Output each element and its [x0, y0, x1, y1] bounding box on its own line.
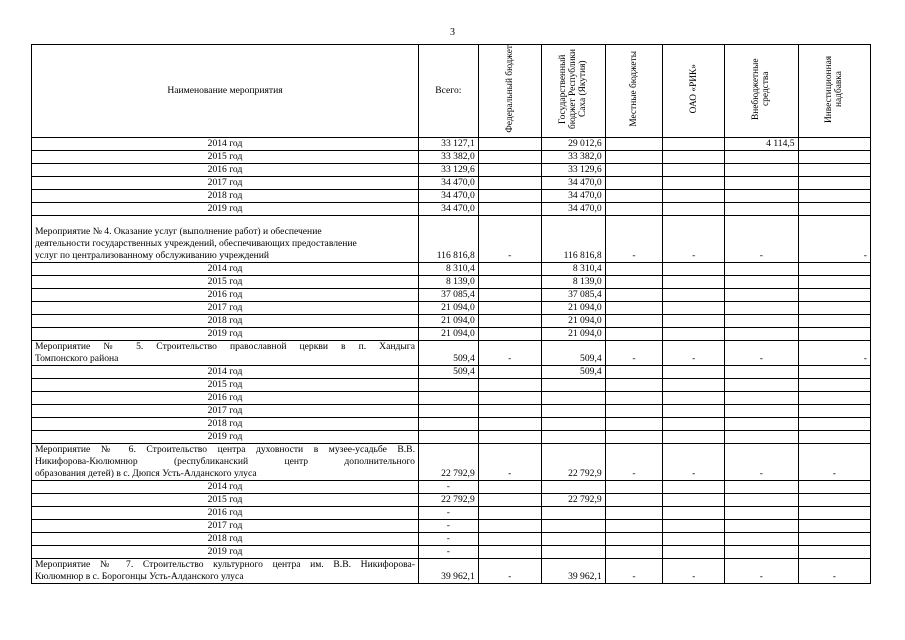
invest-cell — [798, 481, 870, 494]
federal-cell — [478, 379, 541, 392]
extrabudget-cell — [725, 366, 798, 379]
extrabudget-cell — [725, 546, 798, 559]
total-cell: 8 310,4 — [418, 263, 478, 276]
header-row — [32, 45, 871, 138]
header-oao: ОАО «РИК» — [663, 45, 725, 138]
state-cell: 34 470,0 — [541, 203, 605, 216]
federal-cell — [478, 177, 541, 190]
oao-cell — [663, 177, 725, 190]
local-cell — [605, 418, 663, 431]
extrabudget-cell — [725, 315, 798, 328]
header-extrabudget: Внебюджетные средства — [725, 45, 798, 138]
invest-cell — [798, 203, 870, 216]
state-cell: 8 139,0 — [541, 276, 605, 289]
table-row — [32, 276, 871, 289]
state-cell — [541, 405, 605, 418]
table-row — [32, 520, 871, 533]
total-cell: 21 094,0 — [418, 315, 478, 328]
state-cell — [541, 392, 605, 405]
table-row — [32, 431, 871, 444]
federal-cell — [478, 138, 541, 151]
year-cell: 2017 год — [32, 405, 419, 418]
invest-cell — [798, 431, 870, 444]
invest-cell — [798, 276, 870, 289]
invest-cell: - — [798, 444, 870, 481]
local-cell — [605, 328, 663, 341]
local-cell — [605, 494, 663, 507]
header-local: Местные бюджеты — [605, 45, 663, 138]
table-row — [32, 138, 871, 151]
local-cell — [605, 263, 663, 276]
invest-cell — [798, 164, 870, 177]
federal-cell — [478, 431, 541, 444]
year-cell: 2014 год — [32, 138, 419, 151]
table-row — [32, 302, 871, 315]
year-cell: 2015 год — [32, 276, 419, 289]
header-invest: Инвестиционная надбавка — [798, 45, 870, 138]
federal-cell — [478, 366, 541, 379]
state-cell: 33 129,6 — [541, 164, 605, 177]
invest-cell — [798, 546, 870, 559]
year-cell: 2016 год — [32, 392, 419, 405]
extrabudget-cell — [725, 328, 798, 341]
extrabudget-cell: - — [725, 559, 798, 584]
total-cell: - — [418, 520, 478, 533]
invest-cell — [798, 418, 870, 431]
federal-cell: - — [478, 559, 541, 584]
state-cell: 21 094,0 — [541, 302, 605, 315]
federal-cell — [478, 520, 541, 533]
measure-row — [32, 559, 871, 584]
invest-cell — [798, 263, 870, 276]
table-row — [32, 190, 871, 203]
table-row — [32, 507, 871, 520]
measure-4-description: Мероприятие № 4. Оказание услуг (выполнение работ) и обеспечение деятельности государственных учреждений, обеспечивающих предоставление услуг по централизованному обслуживанию учреждений — [32, 216, 419, 263]
total-cell: 33 129,6 — [418, 164, 478, 177]
federal-cell — [478, 546, 541, 559]
budget-table — [31, 44, 871, 584]
total-cell — [418, 392, 478, 405]
extrabudget-cell — [725, 431, 798, 444]
state-cell: 8 310,4 — [541, 263, 605, 276]
state-cell: 37 085,4 — [541, 289, 605, 302]
oao-cell — [663, 507, 725, 520]
total-cell: 37 085,4 — [418, 289, 478, 302]
total-cell: - — [418, 481, 478, 494]
local-cell — [605, 276, 663, 289]
year-cell: 2016 год — [32, 164, 419, 177]
local-cell — [605, 392, 663, 405]
federal-cell — [478, 533, 541, 546]
local-cell: - — [605, 341, 663, 366]
total-cell — [418, 405, 478, 418]
federal-cell — [478, 164, 541, 177]
local-cell: - — [605, 444, 663, 481]
local-cell — [605, 190, 663, 203]
table-row — [32, 177, 871, 190]
extrabudget-cell — [725, 276, 798, 289]
total-cell: 21 094,0 — [418, 302, 478, 315]
state-cell — [541, 481, 605, 494]
state-cell — [541, 546, 605, 559]
extrabudget-cell — [725, 177, 798, 190]
year-cell: 2018 год — [32, 190, 419, 203]
year-cell: 2016 год — [32, 289, 419, 302]
year-cell: 2019 год — [32, 431, 419, 444]
extrabudget-cell: - — [725, 341, 798, 366]
local-cell — [605, 481, 663, 494]
local-cell — [605, 203, 663, 216]
total-cell: 8 139,0 — [418, 276, 478, 289]
oao-cell — [663, 203, 725, 216]
state-cell — [541, 418, 605, 431]
extrabudget-cell — [725, 405, 798, 418]
table-row — [32, 546, 871, 559]
oao-cell — [663, 379, 725, 392]
year-cell: 2015 год — [32, 151, 419, 164]
table-row — [32, 203, 871, 216]
local-cell — [605, 177, 663, 190]
total-cell: 509,4 — [418, 366, 478, 379]
federal-cell — [478, 315, 541, 328]
local-cell — [605, 507, 663, 520]
oao-cell — [663, 431, 725, 444]
oao-cell: - — [663, 444, 725, 481]
total-cell: 33 382,0 — [418, 151, 478, 164]
federal-cell — [478, 405, 541, 418]
table-row — [32, 315, 871, 328]
total-cell: 509,4 — [418, 341, 478, 366]
invest-cell — [798, 507, 870, 520]
oao-cell — [663, 328, 725, 341]
state-cell: 21 094,0 — [541, 315, 605, 328]
local-cell — [605, 289, 663, 302]
local-cell — [605, 315, 663, 328]
oao-cell — [663, 494, 725, 507]
local-cell — [605, 520, 663, 533]
state-cell: 34 470,0 — [541, 177, 605, 190]
state-cell: 22 792,9 — [541, 444, 605, 481]
table-row — [32, 494, 871, 507]
oao-cell: - — [663, 559, 725, 584]
invest-cell — [798, 177, 870, 190]
oao-cell — [663, 392, 725, 405]
oao-cell — [663, 481, 725, 494]
year-cell: 2019 год — [32, 203, 419, 216]
oao-cell — [663, 151, 725, 164]
oao-cell — [663, 405, 725, 418]
federal-cell — [478, 203, 541, 216]
local-cell — [605, 302, 663, 315]
total-cell: - — [418, 507, 478, 520]
table-row — [32, 164, 871, 177]
oao-cell — [663, 164, 725, 177]
federal-cell — [478, 302, 541, 315]
invest-cell — [798, 138, 870, 151]
total-cell: 116 816,8 — [418, 216, 478, 263]
local-cell — [605, 379, 663, 392]
total-cell: 22 792,9 — [418, 444, 478, 481]
year-cell: 2018 год — [32, 315, 419, 328]
federal-cell: - — [478, 444, 541, 481]
table-row — [32, 151, 871, 164]
year-cell: 2014 год — [32, 366, 419, 379]
extrabudget-cell — [725, 533, 798, 546]
year-cell: 2019 год — [32, 546, 419, 559]
extrabudget-cell — [725, 190, 798, 203]
state-cell: 509,4 — [541, 341, 605, 366]
invest-cell — [798, 533, 870, 546]
federal-cell — [478, 481, 541, 494]
table-row — [32, 328, 871, 341]
invest-cell — [798, 328, 870, 341]
total-cell: 34 470,0 — [418, 190, 478, 203]
oao-cell: - — [663, 216, 725, 263]
state-cell: 34 470,0 — [541, 190, 605, 203]
page-number: 3 — [450, 27, 455, 38]
federal-cell — [478, 276, 541, 289]
table-row — [32, 405, 871, 418]
year-cell: 2015 год — [32, 379, 419, 392]
invest-cell — [798, 405, 870, 418]
state-cell — [541, 507, 605, 520]
invest-cell — [798, 392, 870, 405]
invest-cell: - — [798, 341, 870, 366]
state-cell: 21 094,0 — [541, 328, 605, 341]
extrabudget-cell — [725, 151, 798, 164]
year-cell: 2014 год — [32, 481, 419, 494]
invest-cell: - — [798, 559, 870, 584]
year-cell: 2017 год — [32, 520, 419, 533]
year-cell: 2018 год — [32, 533, 419, 546]
year-cell: 2017 год — [32, 302, 419, 315]
oao-cell — [663, 546, 725, 559]
extrabudget-cell — [725, 520, 798, 533]
local-cell: - — [605, 559, 663, 584]
invest-cell — [798, 494, 870, 507]
extrabudget-cell: - — [725, 444, 798, 481]
state-cell — [541, 520, 605, 533]
state-cell: 22 792,9 — [541, 494, 605, 507]
year-cell: 2014 год — [32, 263, 419, 276]
extrabudget-cell — [725, 494, 798, 507]
local-cell — [605, 138, 663, 151]
oao-cell — [663, 533, 725, 546]
year-cell: 2019 год — [32, 328, 419, 341]
state-cell — [541, 533, 605, 546]
local-cell — [605, 366, 663, 379]
local-cell — [605, 431, 663, 444]
header-name: Наименование мероприятия — [32, 45, 419, 138]
state-cell: 116 816,8 — [541, 216, 605, 263]
year-cell: 2016 год — [32, 507, 419, 520]
measure-row — [32, 444, 871, 481]
federal-cell: - — [478, 216, 541, 263]
table-row — [32, 418, 871, 431]
extrabudget-cell: 4 114,5 — [725, 138, 798, 151]
local-cell — [605, 164, 663, 177]
extrabudget-cell: - — [725, 216, 798, 263]
invest-cell — [798, 520, 870, 533]
extrabudget-cell — [725, 164, 798, 177]
total-cell: - — [418, 533, 478, 546]
federal-cell — [478, 392, 541, 405]
extrabudget-cell — [725, 379, 798, 392]
extrabudget-cell — [725, 203, 798, 216]
measure-7-description: Мероприятие № 7. Строительство культурного центра им. В.В. Никифорова- Кюлюмнюр в с. Борогонцы Усть-Алданского улуса — [32, 559, 419, 584]
total-cell: 34 470,0 — [418, 203, 478, 216]
measure-5-description: Мероприятие № 5. Строительство православной церкви в п. Хандыга Томпонского района — [32, 341, 419, 366]
local-cell: - — [605, 216, 663, 263]
header-state: Государственный бюджет Республики Саха (Якутия) — [541, 45, 605, 138]
oao-cell: - — [663, 341, 725, 366]
federal-cell — [478, 151, 541, 164]
oao-cell — [663, 289, 725, 302]
state-cell — [541, 379, 605, 392]
total-cell — [418, 418, 478, 431]
header-total: Всего: — [418, 45, 478, 138]
federal-cell — [478, 263, 541, 276]
table-row — [32, 289, 871, 302]
total-cell: 34 470,0 — [418, 177, 478, 190]
federal-cell — [478, 418, 541, 431]
year-cell: 2017 год — [32, 177, 419, 190]
extrabudget-cell — [725, 392, 798, 405]
oao-cell — [663, 418, 725, 431]
invest-cell — [798, 366, 870, 379]
federal-cell — [478, 328, 541, 341]
measure-row — [32, 216, 871, 263]
total-cell: 21 094,0 — [418, 328, 478, 341]
federal-cell — [478, 507, 541, 520]
local-cell — [605, 533, 663, 546]
extrabudget-cell — [725, 263, 798, 276]
federal-cell: - — [478, 341, 541, 366]
measure-6-description: Мероприятие № 6. Строительство центра духовности в музее-усадьбе В.В. Никифорова-Кюлюмнюр (республиканский центр дополнительного образования детей) в с. Дюпся Усть-Алданского улуса — [32, 444, 419, 481]
federal-cell — [478, 494, 541, 507]
local-cell — [605, 546, 663, 559]
measure-row — [32, 341, 871, 366]
year-cell: 2015 год — [32, 494, 419, 507]
invest-cell — [798, 302, 870, 315]
invest-cell — [798, 151, 870, 164]
invest-cell — [798, 315, 870, 328]
oao-cell — [663, 520, 725, 533]
oao-cell — [663, 276, 725, 289]
invest-cell — [798, 379, 870, 392]
federal-cell — [478, 289, 541, 302]
local-cell — [605, 405, 663, 418]
oao-cell — [663, 302, 725, 315]
oao-cell — [663, 315, 725, 328]
state-cell: 39 962,1 — [541, 559, 605, 584]
state-cell: 33 382,0 — [541, 151, 605, 164]
extrabudget-cell — [725, 481, 798, 494]
oao-cell — [663, 263, 725, 276]
local-cell — [605, 151, 663, 164]
oao-cell — [663, 366, 725, 379]
table-row — [32, 481, 871, 494]
state-cell — [541, 431, 605, 444]
oao-cell — [663, 190, 725, 203]
total-cell: 39 962,1 — [418, 559, 478, 584]
table-row — [32, 263, 871, 276]
table-row — [32, 392, 871, 405]
invest-cell: - — [798, 216, 870, 263]
state-cell: 509,4 — [541, 366, 605, 379]
federal-cell — [478, 190, 541, 203]
total-cell — [418, 431, 478, 444]
extrabudget-cell — [725, 302, 798, 315]
table-row — [32, 379, 871, 392]
table-row — [32, 366, 871, 379]
invest-cell — [798, 289, 870, 302]
total-cell: 22 792,9 — [418, 494, 478, 507]
oao-cell — [663, 138, 725, 151]
header-federal: Федеральный бюджет — [478, 45, 541, 138]
invest-cell — [798, 190, 870, 203]
extrabudget-cell — [725, 418, 798, 431]
year-cell: 2018 год — [32, 418, 419, 431]
state-cell: 29 012,6 — [541, 138, 605, 151]
table-row — [32, 533, 871, 546]
total-cell — [418, 379, 478, 392]
extrabudget-cell — [725, 507, 798, 520]
total-cell: 33 127,1 — [418, 138, 478, 151]
total-cell: - — [418, 546, 478, 559]
extrabudget-cell — [725, 289, 798, 302]
